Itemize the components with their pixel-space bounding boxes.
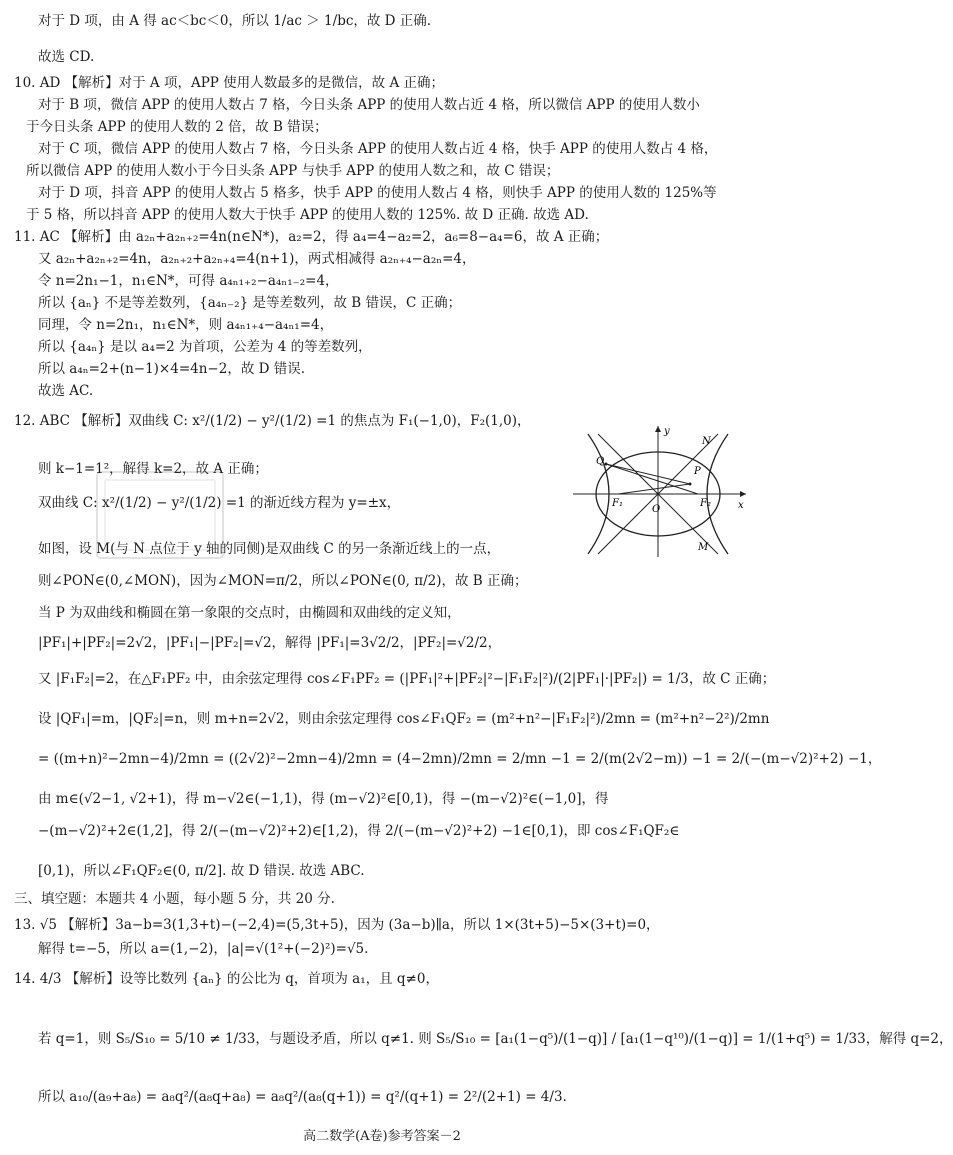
text-line: 于 5 格，所以抖音 APP 的使用人数大于快手 APP 的使用人数的 125%. 故 D 正确. 故选 AD.	[26, 207, 589, 223]
figure-label: F₁	[612, 498, 623, 509]
text-line: 当 P 为双曲线和椭圆在第一象限的交点时，由椭圆和双曲线的定义知，	[38, 605, 461, 621]
figure-label: x	[738, 500, 744, 511]
text-line: |PF₁|+|PF₂|=2√2，|PF₁|−|PF₂|=√2，解得 |PF₁|=3√2/2，|PF₂|=√2/2，	[38, 635, 502, 651]
text-line: 又 a₂ₙ+a₂ₙ₊₂=4n，a₂ₙ₊₂+a₂ₙ₊₄=4(n+1)，两式相减得 a₂ₙ₊₄−a₂ₙ=4，	[38, 251, 476, 267]
section-heading: 三、填空题：本题共 4 小题，每小题 5 分，共 20 分.	[14, 891, 335, 907]
text-line: 则 k−1=1²，解得 k=2，故 A 正确；	[38, 461, 268, 477]
text-line: 所以 a₄ₙ=2+(n−1)×4=4n−2，故 D 错误.	[38, 361, 306, 377]
text-line: 同理，令 n=2n₁，n₁∈N*，则 a₄ₙ₁₊₄−a₄ₙ₁=4，	[38, 317, 334, 333]
text-line: 对于 D 项，由 A 得 ac＜bc＜0，所以 1/ac ＞ 1/bc，故 D 正确.	[38, 13, 432, 29]
ellipse-hyperbola-figure	[568, 422, 750, 562]
text-line: 设 |QF₁|=m，|QF₂|=n，则 m+n=2√2，则由余弦定理得 cos∠F₁QF₂ = (m²+n²−|F₁F₂|²)/2mn = (m²+n²−2²)/2mn	[38, 711, 770, 727]
question-13-header: 13. √5 【解析】3a−b=3(1,3+t)−(−2,4)=(5,3t+5)，因为 (3a−b)∥a，所以 1×(3t+5)−5×(3+t)=0，	[14, 917, 660, 933]
text-line: 双曲线 C: x²/(1/2) − y²/(1/2) =1 的渐近线方程为 y=±x，	[38, 495, 401, 511]
figure-label: F₂	[700, 498, 711, 509]
question-10-header: 10. AD 【解析】对于 A 项，APP 使用人数最多的是微信，故 A 正确；	[14, 75, 444, 91]
figure-label: N	[702, 436, 711, 447]
text-line: 对于 C 项，微信 APP 的使用人数占 7 格，今日头条 APP 的使用人数占近 4 格，快手 APP 的使用人数占 4 格，	[38, 141, 718, 157]
figure-label: Q	[596, 456, 605, 467]
figure-label: M	[698, 542, 709, 553]
text-line: 若 q=1，则 S₅/S₁₀ = 5/10 ≠ 1/33，与题设矛盾，所以 q≠1. 则 S₅/S₁₀ = [a₁(1−q⁵)/(1−q)] / [a₁(1−q¹⁰)/(1−q)] = 1/(1+q⁵) = 1/33，解得 q=2，	[38, 1031, 953, 1047]
text-line: = ((m+n)²−2mn−4)/2mn = ((2√2)²−2mn−4)/2mn = (4−2mn)/2mn = 2/mn −1 = 2/(m(2√2−m)) −1 = 2/(−(m−√2)²+2) −1，	[38, 751, 882, 767]
question-12-header: 12. ABC 【解析】双曲线 C: x²/(1/2) − y²/(1/2) =1 的焦点为 F₁(−1,0)，F₂(1,0)，	[14, 413, 531, 429]
figure-label: P	[694, 466, 701, 477]
text-line: 所以 a₁₀/(a₉+a₈) = a₈q²/(a₈q+a₈) = a₈q²/(a₈(q+1)) = q²/(q+1) = 2²/(2+1) = 4/3.	[38, 1089, 567, 1105]
text-line: 故选 CD.	[38, 49, 95, 65]
figure-label: y	[664, 426, 670, 437]
text-line: 又 |F₁F₂|=2，在△F₁PF₂ 中，由余弦定理得 cos∠F₁PF₂ = (|PF₁|²+|PF₂|²−|F₁F₂|²)/(2|PF₁|·|PF₂|) = 1/3，故 C 正确；	[38, 671, 776, 687]
text-line: 则∠PON∈(0,∠MON)，因为∠MON=π/2，所以∠PON∈(0, π/2)，故 B 正确；	[38, 573, 528, 589]
page-footer: 高二数学(A卷)参考答案－2	[303, 1129, 461, 1144]
text-line: 于今日头条 APP 的使用人数的 2 倍，故 B 错误；	[26, 119, 328, 135]
text-line: 对于 B 项，微信 APP 的使用人数占 7 格，今日头条 APP 的使用人数占近 4 格，所以微信 APP 的使用人数小	[38, 97, 700, 113]
text-line: 故选 AC.	[38, 383, 94, 399]
text-line: 所以 {a₄ₙ} 是以 a₄=2 为首项，公差为 4 的等差数列，	[38, 339, 372, 355]
text-line: 令 n=2n₁−1，n₁∈N*，可得 a₄ₙ₁₊₂−a₄ₙ₁₋₂=4，	[38, 273, 339, 289]
figure-label: O	[652, 504, 661, 515]
question-14-header: 14. 4/3 【解析】设等比数列 {aₙ} 的公比为 q，首项为 a₁，且 q≠0，	[14, 971, 439, 987]
watermark-stamp	[95, 470, 225, 560]
text-line: 解得 t=−5，所以 a=(1,−2)，|a|=√(1²+(−2)²)=√5.	[38, 941, 369, 957]
question-11-header: 11. AC 【解析】由 a₂ₙ+a₂ₙ₊₂=4n(n∈N*)，a₂=2，得 a₄=4−a₂=2，a₆=8−a₄=6，故 A 正确；	[14, 229, 609, 245]
text-line: 由 m∈(√2−1, √2+1)，得 m−√2∈(−1,1)，得 (m−√2)²∈[0,1)，得 −(m−√2)²∈(−1,0]，得	[38, 791, 609, 807]
text-line: 所以 {aₙ} 不是等差数列，{a₄ₙ₋₂} 是等差数列，故 B 错误，C 正确；	[38, 295, 462, 311]
text-line: 如图，设 M(与 N 点位于 y 轴的同侧)是双曲线 C 的另一条渐近线上的一点，	[38, 541, 501, 557]
text-line: −(m−√2)²+2∈(1,2]，得 2/(−(m−√2)²+2)∈[1,2)，得 2/(−(m−√2)²+2) −1∈[0,1)，即 cos∠F₁QF₂∈	[38, 823, 680, 839]
text-line: 所以微信 APP 的使用人数小于今日头条 APP 与快手 APP 的使用人数之和，故 C 错误；	[26, 163, 560, 179]
text-line: 对于 D 项，抖音 APP 的使用人数占 5 格多，快手 APP 的使用人数占 4 格，则快手 APP 的使用人数的 125%等	[38, 185, 717, 201]
text-line: [0,1)，所以∠F₁QF₂∈(0, π/2]. 故 D 错误. 故选 ABC.	[38, 863, 365, 879]
